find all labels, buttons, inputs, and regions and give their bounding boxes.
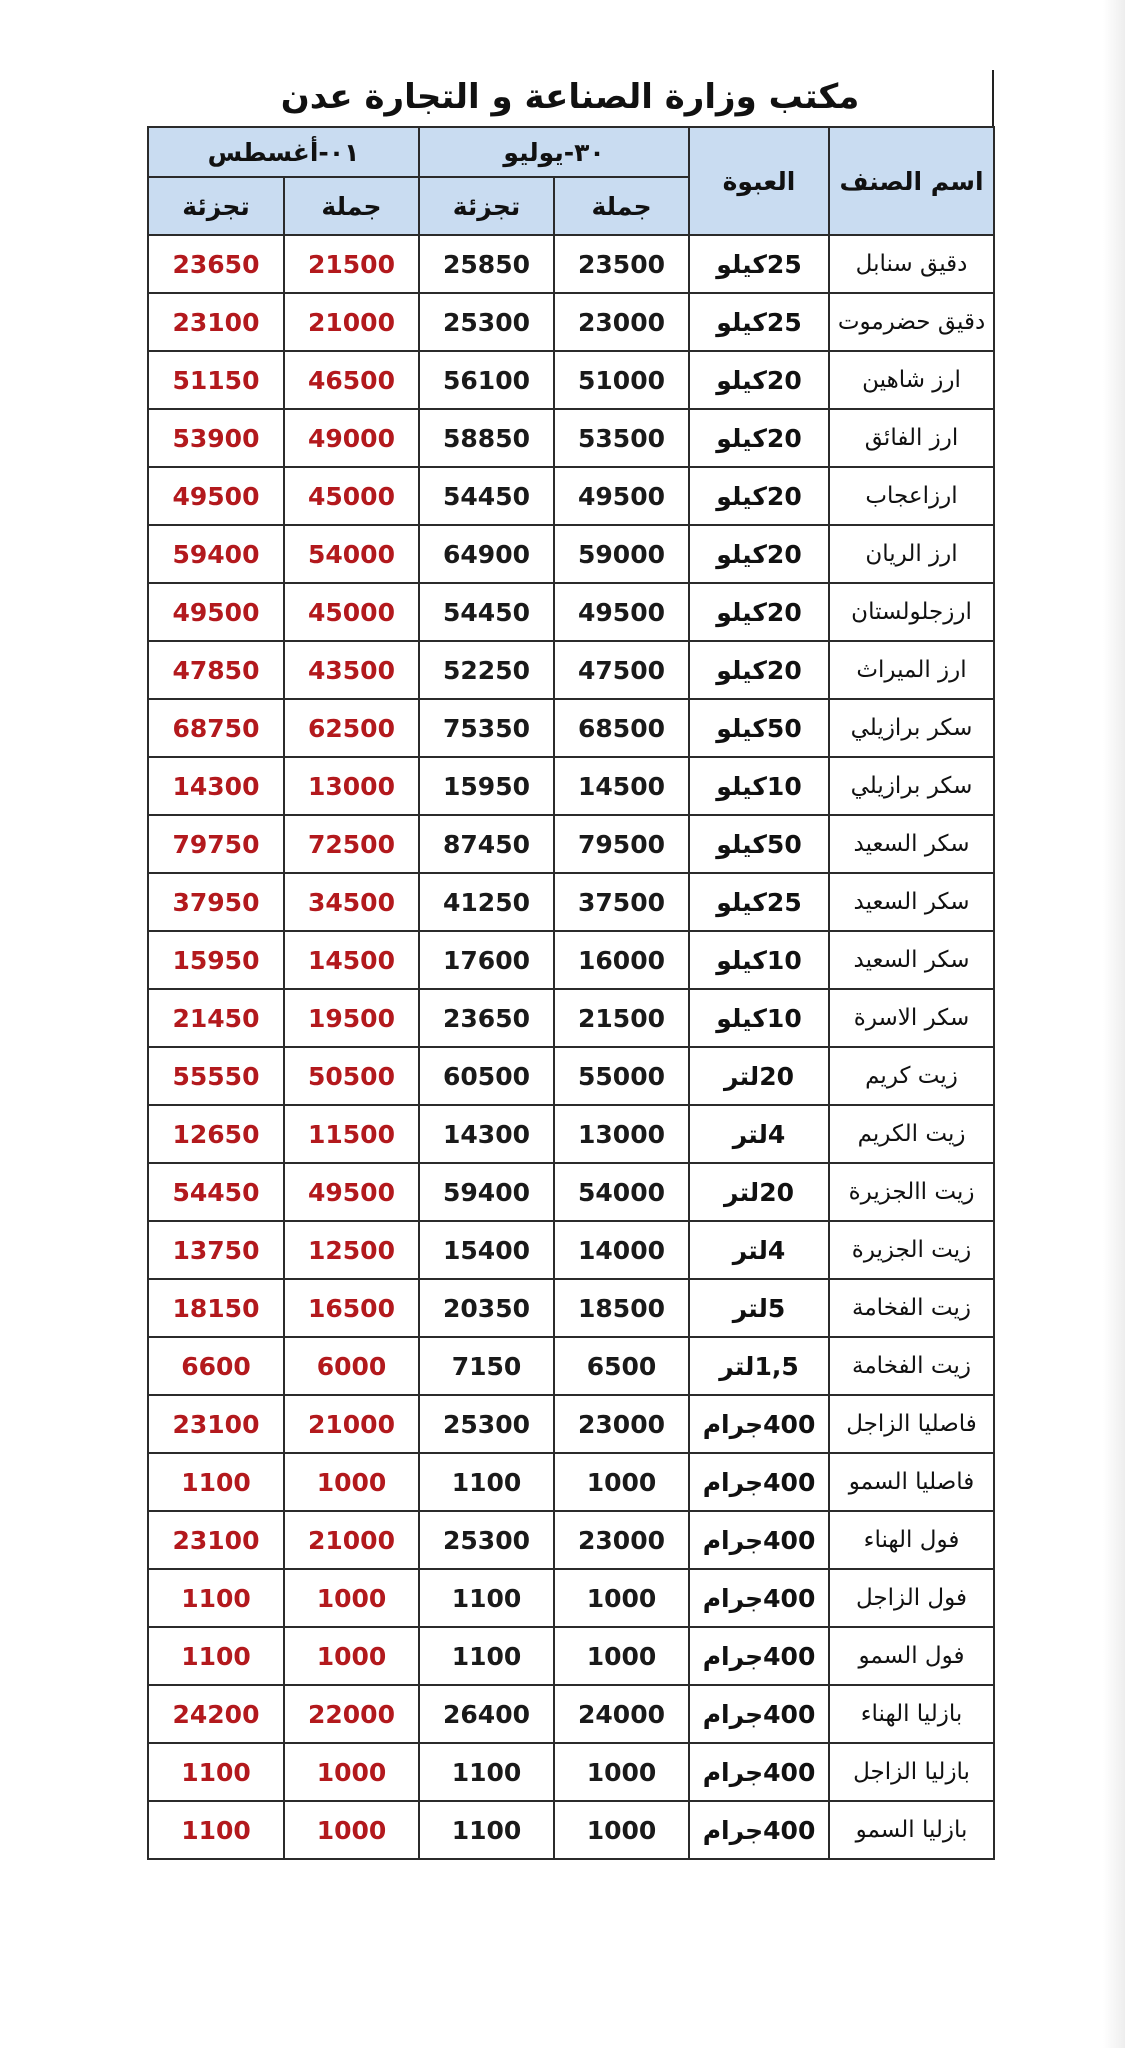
august-retail-cell: 6600 [148, 1337, 284, 1395]
august-wholesale-cell: 62500 [284, 699, 419, 757]
august-wholesale-cell: 14500 [284, 931, 419, 989]
july-wholesale-cell: 23000 [554, 1395, 689, 1453]
table-row [148, 1047, 994, 1105]
august-retail-cell: 47850 [148, 641, 284, 699]
table-row [148, 409, 994, 467]
table-row [148, 467, 994, 525]
july-retail-cell: 14300 [419, 1105, 554, 1163]
july-retail-cell: 1100 [419, 1801, 554, 1859]
table-row [148, 873, 994, 931]
july-wholesale-cell: 55000 [554, 1047, 689, 1105]
package-cell: 400جرام [689, 1511, 829, 1569]
july-wholesale-cell: 1000 [554, 1627, 689, 1685]
august-wholesale-cell: 1000 [284, 1743, 419, 1801]
item-name-cell: ارز الفائق [829, 409, 994, 467]
item-name-cell: فاصليا الزاجل [829, 1395, 994, 1453]
august-wholesale-cell: 21500 [284, 235, 419, 293]
item-name-cell: ارز الريان [829, 525, 994, 583]
july-retail-cell: 75350 [419, 699, 554, 757]
table-row [148, 235, 994, 293]
august-retail-cell: 1100 [148, 1569, 284, 1627]
header-july-wholesale: جملة [554, 177, 689, 235]
july-retail-cell: 56100 [419, 351, 554, 409]
table-row [148, 525, 994, 583]
july-wholesale-cell: 59000 [554, 525, 689, 583]
package-cell: 5لتر [689, 1279, 829, 1337]
august-retail-cell: 1100 [148, 1627, 284, 1685]
july-retail-cell: 1100 [419, 1627, 554, 1685]
july-wholesale-cell: 18500 [554, 1279, 689, 1337]
july-retail-cell: 15950 [419, 757, 554, 815]
august-retail-cell: 59400 [148, 525, 284, 583]
table-row [148, 351, 994, 409]
table-row [148, 757, 994, 815]
package-cell: 20كيلو [689, 351, 829, 409]
item-name-cell: ارز شاهين [829, 351, 994, 409]
july-retail-cell: 25300 [419, 1511, 554, 1569]
table-body [148, 235, 994, 1859]
table-row [148, 1511, 994, 1569]
august-wholesale-cell: 6000 [284, 1337, 419, 1395]
item-name-cell: سكر برازيلي [829, 757, 994, 815]
item-name-cell: فول الزاجل [829, 1569, 994, 1627]
august-retail-cell: 23100 [148, 1511, 284, 1569]
item-name-cell: سكر برازيلي [829, 699, 994, 757]
package-cell: 10كيلو [689, 757, 829, 815]
table-row [148, 1801, 994, 1859]
package-cell: 400جرام [689, 1685, 829, 1743]
item-name-cell: فول الهناء [829, 1511, 994, 1569]
august-wholesale-cell: 1000 [284, 1801, 419, 1859]
july-retail-cell: 87450 [419, 815, 554, 873]
august-wholesale-cell: 50500 [284, 1047, 419, 1105]
august-retail-cell: 79750 [148, 815, 284, 873]
item-name-cell: زيت االجزيرة [829, 1163, 994, 1221]
table-row [148, 583, 994, 641]
item-name-cell: سكر السعيد [829, 931, 994, 989]
july-wholesale-cell: 1000 [554, 1743, 689, 1801]
table-row [148, 1743, 994, 1801]
package-cell: 20كيلو [689, 467, 829, 525]
july-wholesale-cell: 16000 [554, 931, 689, 989]
item-name-cell: زيت كريم [829, 1047, 994, 1105]
july-wholesale-cell: 1000 [554, 1801, 689, 1859]
table-row [148, 1685, 994, 1743]
august-retail-cell: 18150 [148, 1279, 284, 1337]
package-cell: 400جرام [689, 1743, 829, 1801]
july-retail-cell: 17600 [419, 931, 554, 989]
table-row [148, 1569, 994, 1627]
july-wholesale-cell: 23000 [554, 1511, 689, 1569]
july-retail-cell: 54450 [419, 583, 554, 641]
august-wholesale-cell: 45000 [284, 467, 419, 525]
august-wholesale-cell: 1000 [284, 1627, 419, 1685]
august-wholesale-cell: 13000 [284, 757, 419, 815]
august-retail-cell: 1100 [148, 1453, 284, 1511]
july-retail-cell: 20350 [419, 1279, 554, 1337]
table-row [148, 1453, 994, 1511]
table-row [148, 641, 994, 699]
august-retail-cell: 23100 [148, 293, 284, 351]
package-cell: 400جرام [689, 1569, 829, 1627]
package-cell: 4لتر [689, 1105, 829, 1163]
item-name-cell: بازليا الهناء [829, 1685, 994, 1743]
item-name-cell: ارزاعجاب [829, 467, 994, 525]
july-wholesale-cell: 53500 [554, 409, 689, 467]
july-retail-cell: 58850 [419, 409, 554, 467]
package-cell: 10كيلو [689, 931, 829, 989]
august-wholesale-cell: 21000 [284, 1395, 419, 1453]
package-cell: 50كيلو [689, 699, 829, 757]
item-name-cell: ارز الميراث [829, 641, 994, 699]
package-cell: 20لتر [689, 1163, 829, 1221]
august-retail-cell: 51150 [148, 351, 284, 409]
table-row [148, 989, 994, 1047]
august-retail-cell: 49500 [148, 467, 284, 525]
july-wholesale-cell: 49500 [554, 467, 689, 525]
table-row [148, 815, 994, 873]
header-date-august-01: ٠١-أغسطس [148, 127, 419, 177]
table-row [148, 1395, 994, 1453]
item-name-cell: بازليا السمو [829, 1801, 994, 1859]
august-retail-cell: 54450 [148, 1163, 284, 1221]
july-wholesale-cell: 1000 [554, 1453, 689, 1511]
august-wholesale-cell: 21000 [284, 1511, 419, 1569]
august-retail-cell: 23100 [148, 1395, 284, 1453]
august-wholesale-cell: 43500 [284, 641, 419, 699]
july-wholesale-cell: 23000 [554, 293, 689, 351]
july-retail-cell: 60500 [419, 1047, 554, 1105]
item-name-cell: فاصليا السمو [829, 1453, 994, 1511]
august-retail-cell: 12650 [148, 1105, 284, 1163]
price-table [147, 126, 995, 1860]
header-item-name: اسم الصنف [829, 127, 994, 235]
july-retail-cell: 1100 [419, 1453, 554, 1511]
july-retail-cell: 25300 [419, 1395, 554, 1453]
header-date-july-30: ٣٠-يوليو [419, 127, 689, 177]
august-retail-cell: 37950 [148, 873, 284, 931]
package-cell: 400جرام [689, 1801, 829, 1859]
july-retail-cell: 52250 [419, 641, 554, 699]
august-retail-cell: 21450 [148, 989, 284, 1047]
july-wholesale-cell: 14000 [554, 1221, 689, 1279]
package-cell: 50كيلو [689, 815, 829, 873]
package-cell: 20كيلو [689, 525, 829, 583]
header-august-retail: تجزئة [148, 177, 284, 235]
july-retail-cell: 1100 [419, 1743, 554, 1801]
july-retail-cell: 1100 [419, 1569, 554, 1627]
august-wholesale-cell: 72500 [284, 815, 419, 873]
item-name-cell: فول السمو [829, 1627, 994, 1685]
package-cell: 20لتر [689, 1047, 829, 1105]
july-retail-cell: 25850 [419, 235, 554, 293]
item-name-cell: سكر السعيد [829, 815, 994, 873]
table-row [148, 1627, 994, 1685]
july-wholesale-cell: 49500 [554, 583, 689, 641]
item-name-cell: زيت الكريم [829, 1105, 994, 1163]
table-row [148, 1279, 994, 1337]
table-row [148, 1163, 994, 1221]
title-divider-line [992, 70, 994, 128]
package-cell: 4لتر [689, 1221, 829, 1279]
item-name-cell: زيت الجزيرة [829, 1221, 994, 1279]
july-retail-cell: 64900 [419, 525, 554, 583]
header-july-retail: تجزئة [419, 177, 554, 235]
header-package: العبوة [689, 127, 829, 235]
table-row [148, 1221, 994, 1279]
package-cell: 10كيلو [689, 989, 829, 1047]
august-retail-cell: 24200 [148, 1685, 284, 1743]
package-cell: 1,5لتر [689, 1337, 829, 1395]
august-wholesale-cell: 46500 [284, 351, 419, 409]
package-cell: 20كيلو [689, 641, 829, 699]
august-wholesale-cell: 11500 [284, 1105, 419, 1163]
table-row [148, 931, 994, 989]
july-retail-cell: 54450 [419, 467, 554, 525]
package-cell: 20كيلو [689, 583, 829, 641]
july-wholesale-cell: 6500 [554, 1337, 689, 1395]
july-wholesale-cell: 23500 [554, 235, 689, 293]
august-wholesale-cell: 45000 [284, 583, 419, 641]
august-retail-cell: 68750 [148, 699, 284, 757]
august-retail-cell: 1100 [148, 1743, 284, 1801]
july-retail-cell: 59400 [419, 1163, 554, 1221]
july-retail-cell: 41250 [419, 873, 554, 931]
august-wholesale-cell: 1000 [284, 1569, 419, 1627]
august-wholesale-cell: 49000 [284, 409, 419, 467]
july-wholesale-cell: 37500 [554, 873, 689, 931]
july-wholesale-cell: 51000 [554, 351, 689, 409]
july-wholesale-cell: 13000 [554, 1105, 689, 1163]
august-wholesale-cell: 54000 [284, 525, 419, 583]
july-retail-cell: 25300 [419, 293, 554, 351]
august-wholesale-cell: 12500 [284, 1221, 419, 1279]
item-name-cell: سكر الاسرة [829, 989, 994, 1047]
july-wholesale-cell: 79500 [554, 815, 689, 873]
page-edge-shadow [1103, 0, 1125, 2048]
table-row [148, 1337, 994, 1395]
table-row [148, 1105, 994, 1163]
august-retail-cell: 23650 [148, 235, 284, 293]
package-cell: 25كيلو [689, 873, 829, 931]
july-retail-cell: 26400 [419, 1685, 554, 1743]
table-row [148, 293, 994, 351]
package-cell: 25كيلو [689, 293, 829, 351]
july-wholesale-cell: 68500 [554, 699, 689, 757]
item-name-cell: دقيق سنابل [829, 235, 994, 293]
august-wholesale-cell: 1000 [284, 1453, 419, 1511]
july-wholesale-cell: 14500 [554, 757, 689, 815]
july-retail-cell: 23650 [419, 989, 554, 1047]
july-wholesale-cell: 21500 [554, 989, 689, 1047]
package-cell: 400جرام [689, 1627, 829, 1685]
august-retail-cell: 1100 [148, 1801, 284, 1859]
package-cell: 400جرام [689, 1395, 829, 1453]
page-title: مكتب وزارة الصناعة و التجارة عدن [280, 77, 860, 117]
august-retail-cell: 14300 [148, 757, 284, 815]
august-retail-cell: 53900 [148, 409, 284, 467]
july-wholesale-cell: 24000 [554, 1685, 689, 1743]
august-wholesale-cell: 49500 [284, 1163, 419, 1221]
august-wholesale-cell: 19500 [284, 989, 419, 1047]
header-august-wholesale: جملة [284, 177, 419, 235]
august-retail-cell: 49500 [148, 583, 284, 641]
item-name-cell: زيت الفخامة [829, 1337, 994, 1395]
item-name-cell: ارزجلولستان [829, 583, 994, 641]
august-wholesale-cell: 22000 [284, 1685, 419, 1743]
july-wholesale-cell: 1000 [554, 1569, 689, 1627]
august-wholesale-cell: 34500 [284, 873, 419, 931]
item-name-cell: سكر السعيد [829, 873, 994, 931]
package-cell: 20كيلو [689, 409, 829, 467]
july-wholesale-cell: 47500 [554, 641, 689, 699]
package-cell: 25كيلو [689, 235, 829, 293]
package-cell: 400جرام [689, 1453, 829, 1511]
july-retail-cell: 15400 [419, 1221, 554, 1279]
table-row [148, 699, 994, 757]
july-wholesale-cell: 54000 [554, 1163, 689, 1221]
item-name-cell: دقيق حضرموت [829, 293, 994, 351]
august-retail-cell: 13750 [148, 1221, 284, 1279]
august-retail-cell: 15950 [148, 931, 284, 989]
item-name-cell: زيت الفخامة [829, 1279, 994, 1337]
august-retail-cell: 55550 [148, 1047, 284, 1105]
july-retail-cell: 7150 [419, 1337, 554, 1395]
august-wholesale-cell: 21000 [284, 293, 419, 351]
item-name-cell: بازليا الزاجل [829, 1743, 994, 1801]
august-wholesale-cell: 16500 [284, 1279, 419, 1337]
